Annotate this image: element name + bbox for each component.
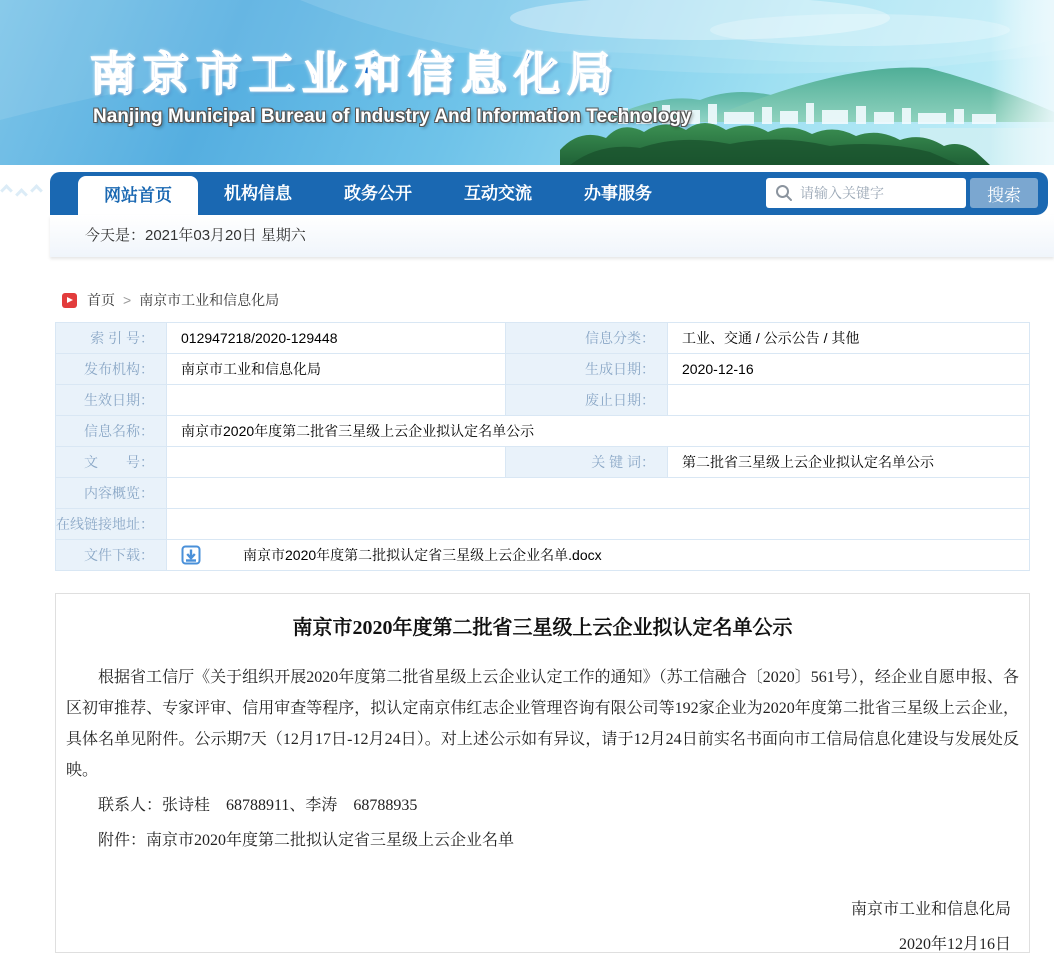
nav-tab-list	[78, 172, 678, 215]
nav-tab-home[interactable]: 网站首页	[78, 176, 198, 215]
download-file-link[interactable]: 南京市2020年度第二批拟认定省三星级上云企业名单.docx	[243, 547, 602, 563]
keywords-label: 关 键 词：	[506, 447, 668, 478]
site-banner	[0, 0, 1054, 165]
breadcrumb-play-icon	[62, 293, 77, 308]
nav-tab-government-affairs[interactable]: 政务公开	[344, 184, 412, 203]
article-contact-line: 联系人：张诗桂 68788911、李涛 68788935	[98, 797, 418, 814]
effective-date-value	[167, 385, 506, 416]
article-body	[56, 662, 1029, 786]
online-link-label: 在线链接地址：	[56, 509, 167, 540]
table-row	[56, 323, 1030, 354]
table-row	[56, 354, 1030, 385]
doc-number-value	[167, 447, 506, 478]
file-download-label: 文件下载：	[56, 540, 167, 571]
article-signature: 南京市工业和信息化局	[850, 901, 1011, 918]
created-date-label: 生成日期：	[506, 354, 668, 385]
online-link-value	[167, 509, 1030, 540]
publisher-label: 发布机构：	[56, 354, 167, 385]
created-date-value: 2020-12-16	[668, 354, 1030, 385]
breadcrumb-current[interactable]: 南京市工业和信息化局	[139, 292, 280, 308]
table-row	[56, 416, 1030, 447]
download-icon[interactable]	[181, 545, 201, 565]
document-info-table	[55, 322, 1030, 571]
summary-label: 内容概览：	[56, 478, 167, 509]
effective-date-label: 生效日期：	[56, 385, 167, 416]
doc-number-label: 文 号：	[56, 447, 167, 478]
breadcrumb-home-link[interactable]: 首页	[87, 292, 115, 308]
search-bar	[766, 178, 1038, 208]
search-input[interactable]	[766, 178, 966, 208]
nav-tab-interaction[interactable]: 互动交流	[464, 184, 532, 203]
breadcrumb-separator: >	[123, 292, 132, 308]
table-row	[56, 385, 1030, 416]
background-chevron-pattern	[2, 182, 48, 202]
keywords-value: 第二批省三星级上云企业拟认定名单公示	[668, 447, 1030, 478]
site-subtitle-english: Nanjing Municipal Bureau of Industry And Information Technology	[93, 106, 692, 127]
nav-tab-organization[interactable]: 机构信息	[224, 184, 292, 203]
index-number-label: 索 引 号：	[56, 323, 167, 354]
table-row	[56, 478, 1030, 509]
summary-value	[167, 478, 1030, 509]
article-attachment-line: 附件：南京市2020年度第二批拟认定省三星级上云企业名单	[98, 832, 515, 849]
search-input-wrap	[766, 178, 966, 208]
search-button[interactable]: 搜索	[970, 178, 1038, 208]
article-box	[55, 593, 1030, 953]
category-value: 工业、交通 / 公示公告 / 其他	[668, 323, 1030, 354]
article-paragraph: 根据省工信厅《关于组织开展2020年度第二批省星级上云企业认定工作的通知》（苏工信融合〔2020〕561号），经企业自愿申报、各区初审推荐、专家评审、信用审查等程序，拟认定南京伟红志企业管理咨询有限公司等192家企业为2020年度第二批省三星级上云企业，具体名单见附件。公示期7天（12月17日-12月24日）。对上述公示如有异议，请于12月24日前实名书面向市工信局信息化建设与发展处反映。	[66, 669, 1019, 779]
table-row	[56, 509, 1030, 540]
nav-tab-services[interactable]: 办事服务	[584, 184, 652, 203]
site-title: 南京市工业和信息化局	[90, 48, 620, 100]
table-row	[56, 540, 1030, 571]
category-label: 信息分类：	[506, 323, 668, 354]
article-date: 2020年12月16日	[898, 936, 1011, 953]
publisher-value: 南京市工业和信息化局	[167, 354, 506, 385]
breadcrumb	[62, 290, 279, 310]
info-name-label: 信息名称：	[56, 416, 167, 447]
search-icon	[775, 184, 793, 202]
main-navbar	[50, 172, 1048, 215]
file-download-cell	[167, 540, 1030, 571]
index-number-value: 012947218/2020-129448	[167, 323, 506, 354]
repeal-date-label: 废止日期：	[506, 385, 668, 416]
date-bar: 今天是：2021年03月20日 星期六	[50, 215, 1054, 257]
article-title: 南京市2020年度第二批省三星级上云企业拟认定名单公示	[292, 617, 793, 639]
table-row	[56, 447, 1030, 478]
info-name-value: 南京市2020年度第二批省三星级上云企业拟认定名单公示	[167, 416, 1030, 447]
repeal-date-value	[668, 385, 1030, 416]
